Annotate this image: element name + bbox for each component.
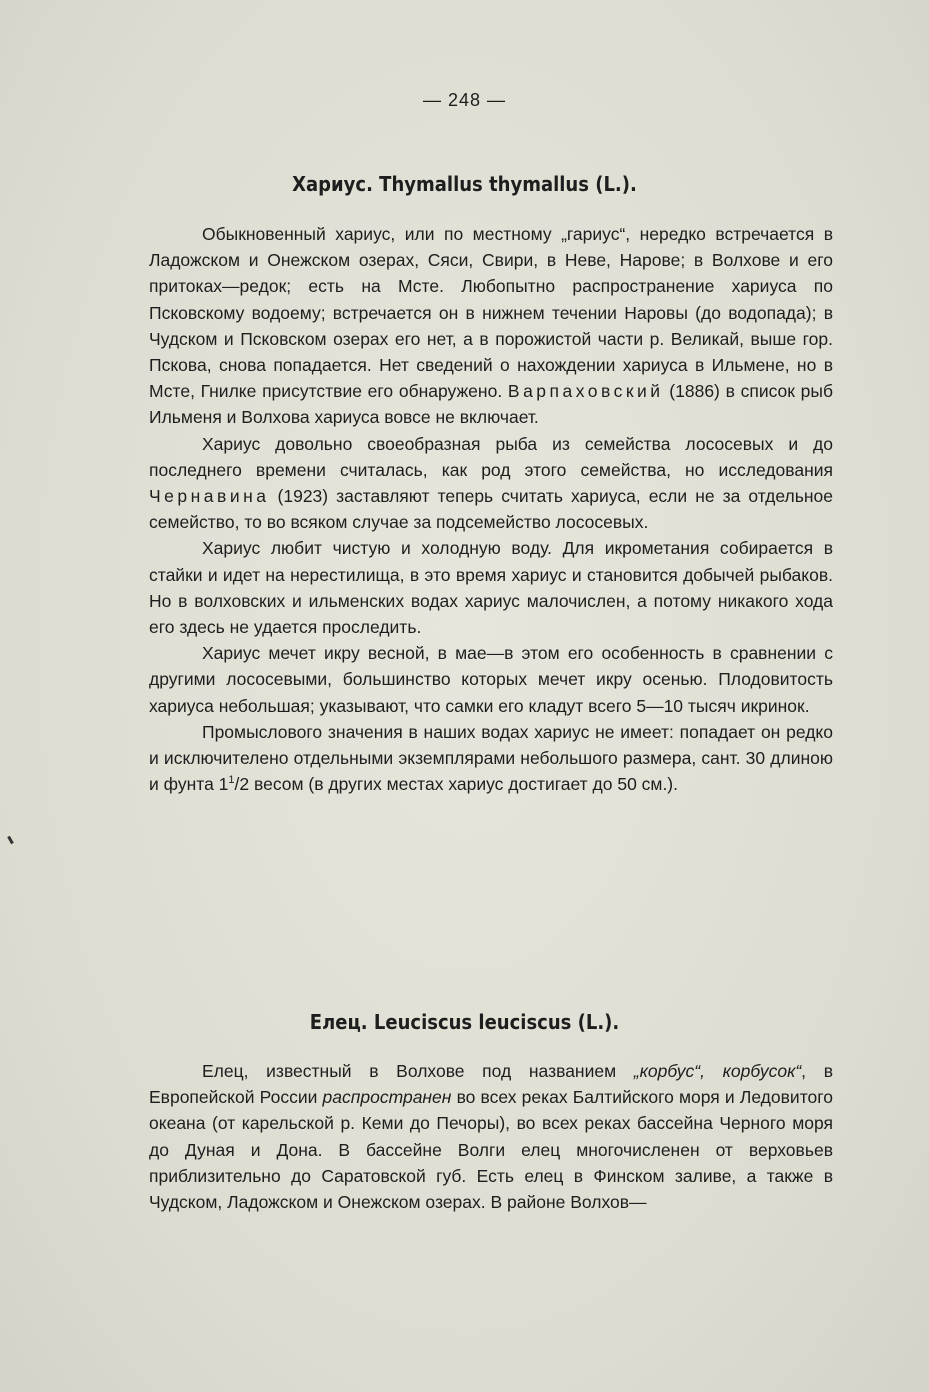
superscript: 1 (228, 774, 235, 787)
paragraph (149, 640, 833, 719)
paragraph (149, 719, 833, 798)
spaced-name: Варпаховский (507, 381, 664, 402)
section-body-dace (149, 1058, 833, 1215)
text-run: Промыслового значения в наших водах хариус не имеет: попадает он редко и исключителено отдельными экземплярами небольшого размера, сант. 30 длиною и фунта 1 (149, 721, 833, 795)
italic-term: „корбус“, корбусок“ (633, 1061, 802, 1081)
text-run: (1886) в список рыб Ильменя и Волхова хариуса вовсе не включает. (149, 381, 833, 428)
paragraph (149, 431, 833, 536)
text-run: /2 весом (в других местах хариус достигает до 50 см.). (234, 774, 678, 795)
spaced-name: Чернавина (149, 486, 270, 507)
paragraph (149, 221, 833, 431)
page-number: — 248 — (422, 90, 507, 110)
section-heading-grayling: Хариус. Thymallus thymallus (L.). (292, 172, 637, 196)
text-run: , в Европейской России (149, 1061, 833, 1108)
text-run: Обыкновенный хариус, или по местному „гариус“, нередко встречается в Ладожском и Онежском озерах, Сяси, Свири, в Неве, Нарове; в Волхове и его притоках—редок; есть на Мсте. Любопытно распространение хариуса по Псковскому водоему; встречается он в нижнем течении Наровы (до водопада); в Чудском и Псковском озерах его нет, а в порожистой части р. Великай, выше гор. Пскова, снова попадается. Нет сведений о нахождении хариуса в Ильмене, но в Мсте, Гнилке присутствие его обнаружено. (149, 224, 833, 402)
italic-term: распространен (322, 1087, 452, 1108)
section-body-grayling (149, 221, 833, 797)
text-run: Елец, известный в Волхове под названием (202, 1061, 634, 1081)
text-run: Хариус мечет икру весной, в мае—в этом его особенность в сравнении с другими лососевыми, большинство которых мечет икру осенью. Плодовитость хариуса небольшая; указывают, что самки его кладут всего 5—10 тысяч икринок. (149, 643, 833, 716)
text-run: Хариус довольно своеобразная рыба из семейства лососевых и до последнего времени считалась, как род этого семейства, но исследования (149, 433, 833, 480)
paragraph (149, 1058, 833, 1215)
text-run: Хариус любит чистую и холодную воду. Для икрометания собирается в стайки и идет на нерестилища, в это время хариус и становится добычей рыбаков. Но в волховских и ильменских водах хариус малочислен, а потому никакого хода его здесь не удается проследить. (149, 538, 833, 638)
section-heading-dace: Елец. Leuciscus leuciscus (L.). (309, 1010, 620, 1034)
paragraph (149, 535, 833, 640)
text-run: во всех реках Балтийского моря и Ледовитого океана (от карельской р. Кеми до Печоры), во всех реках бассейна Черного моря до Дуная и Дона. В бассейне Волги елец многочисленен от верховьев приблизительно до Саратовской губ. Есть елец в Финском заливе, а также в Чудском, Ладожском и Онежском озерах. В районе Волхов— (149, 1087, 833, 1213)
text-run: (1923) заставляют теперь считать хариуса, если не за отдельное семейство, то во всяком случае за подсемейство лососевых. (149, 486, 833, 533)
margin-mark (7, 836, 14, 844)
